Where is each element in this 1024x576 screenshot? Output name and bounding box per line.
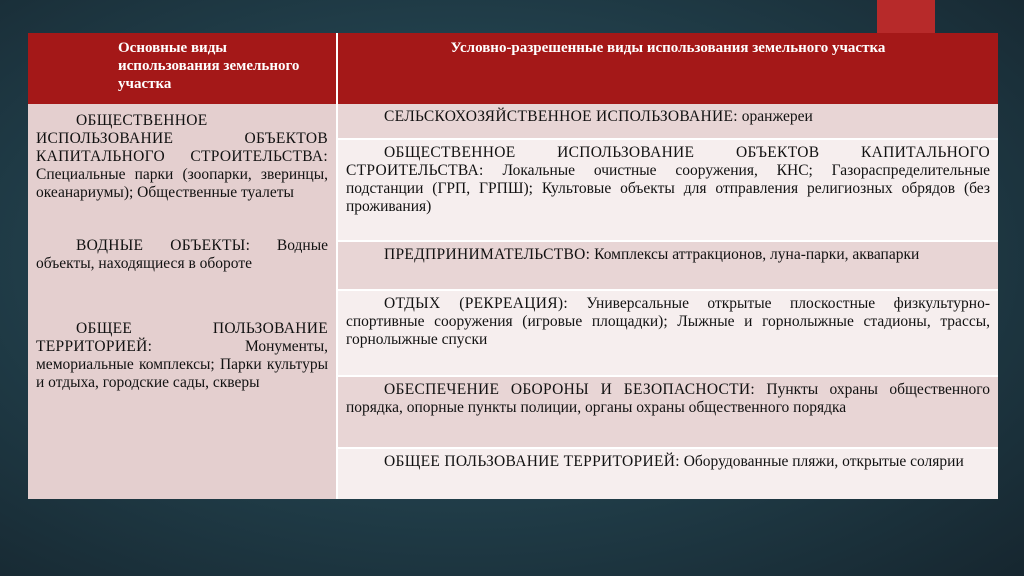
- main-use-item: [36, 237, 328, 273]
- conditional-use-item: [338, 104, 998, 138]
- conditional-use-text: Универсальные открытые плоскостные физкультурно-спортивные сооружения (игровые площадки); Лыжные и горнолыжные стадионы, трассы, горнолыжные спуски: [346, 295, 990, 348]
- header-conditional-uses-label: Условно-разрешенные виды использования земельного участка: [450, 40, 886, 56]
- main-uses-cell: [28, 104, 337, 499]
- table-body-row: [28, 104, 998, 499]
- conditional-use-text: Пункты охраны общественного порядка, опорные пункты полиции, органы охраны общественного порядка: [346, 381, 990, 416]
- main-use-text: Специальные парки (зоопарки, зверинцы, океанариумы); Общественные туалеты: [36, 166, 328, 201]
- table-header-row: [28, 33, 998, 104]
- conditional-use-title: ОБЩЕСТВЕННОЕ ИСПОЛЬЗОВАНИЕ ОБЪЕКТОВ КАПИТАЛЬНОГО СТРОИТЕЛЬСТВА:: [346, 144, 990, 179]
- main-use-item: [36, 112, 328, 202]
- conditional-use-text: оранжереи: [737, 108, 813, 125]
- header-main-uses: [28, 33, 337, 104]
- main-use-title: ОБЩЕЕ ПОЛЬЗОВАНИЕ ТЕРРИТОРИЕЙ:: [36, 320, 328, 355]
- main-use-item: [36, 320, 328, 392]
- conditional-use-title: ОБЩЕЕ ПОЛЬЗОВАНИЕ ТЕРРИТОРИЕЙ:: [384, 453, 680, 470]
- header-conditional-uses: [337, 33, 998, 104]
- land-use-table: [28, 33, 998, 499]
- main-use-title: ОБЩЕСТВЕННОЕ ИСПОЛЬЗОВАНИЕ ОБЪЕКТОВ КАПИТАЛЬНОГО СТРОИТЕЛЬСТВА:: [36, 112, 328, 165]
- decorative-red-bar: [877, 0, 935, 36]
- header-main-uses-label: Основные виды использования земельного участка: [118, 40, 300, 92]
- conditional-use-title: ОБЕСПЕЧЕНИЕ ОБОРОНЫ И БЕЗОПАСНОСТИ:: [384, 381, 756, 398]
- conditional-use-item: [338, 138, 998, 240]
- main-use-text: Водные объекты, находящиеся в обороте: [36, 237, 328, 272]
- conditional-use-title: ПРЕДПРИНИМАТЕЛЬСТВО:: [384, 246, 591, 263]
- conditional-use-item: [338, 375, 998, 447]
- main-use-title: ВОДНЫЕ ОБЪЕКТЫ:: [76, 237, 251, 254]
- main-use-text: Монументы, мемориальные комплексы; Парки культуры и отдыха, городские сады, скверы: [36, 338, 328, 391]
- conditional-use-item: [338, 289, 998, 375]
- conditional-use-title: СЕЛЬСКОХОЗЯЙСТВЕННОЕ ИСПОЛЬЗОВАНИЕ:: [384, 108, 738, 125]
- conditional-use-text: Локальные очистные сооружения, КНС; Газораспределительные подстанции (ГРП, ГРПШ); Культовые объекты для отправления религиозных обрядов (без проживания): [346, 162, 990, 215]
- conditional-use-item: [338, 447, 998, 499]
- conditional-use-text: Оборудованные пляжи, открытые солярии: [679, 453, 964, 470]
- conditional-use-title: ОТДЫХ (РЕКРЕАЦИЯ):: [384, 295, 568, 312]
- conditional-use-text: Комплексы аттракционов, луна-парки, аквапарки: [590, 246, 920, 263]
- conditional-uses-cell: [337, 104, 998, 499]
- conditional-use-item: [338, 240, 998, 289]
